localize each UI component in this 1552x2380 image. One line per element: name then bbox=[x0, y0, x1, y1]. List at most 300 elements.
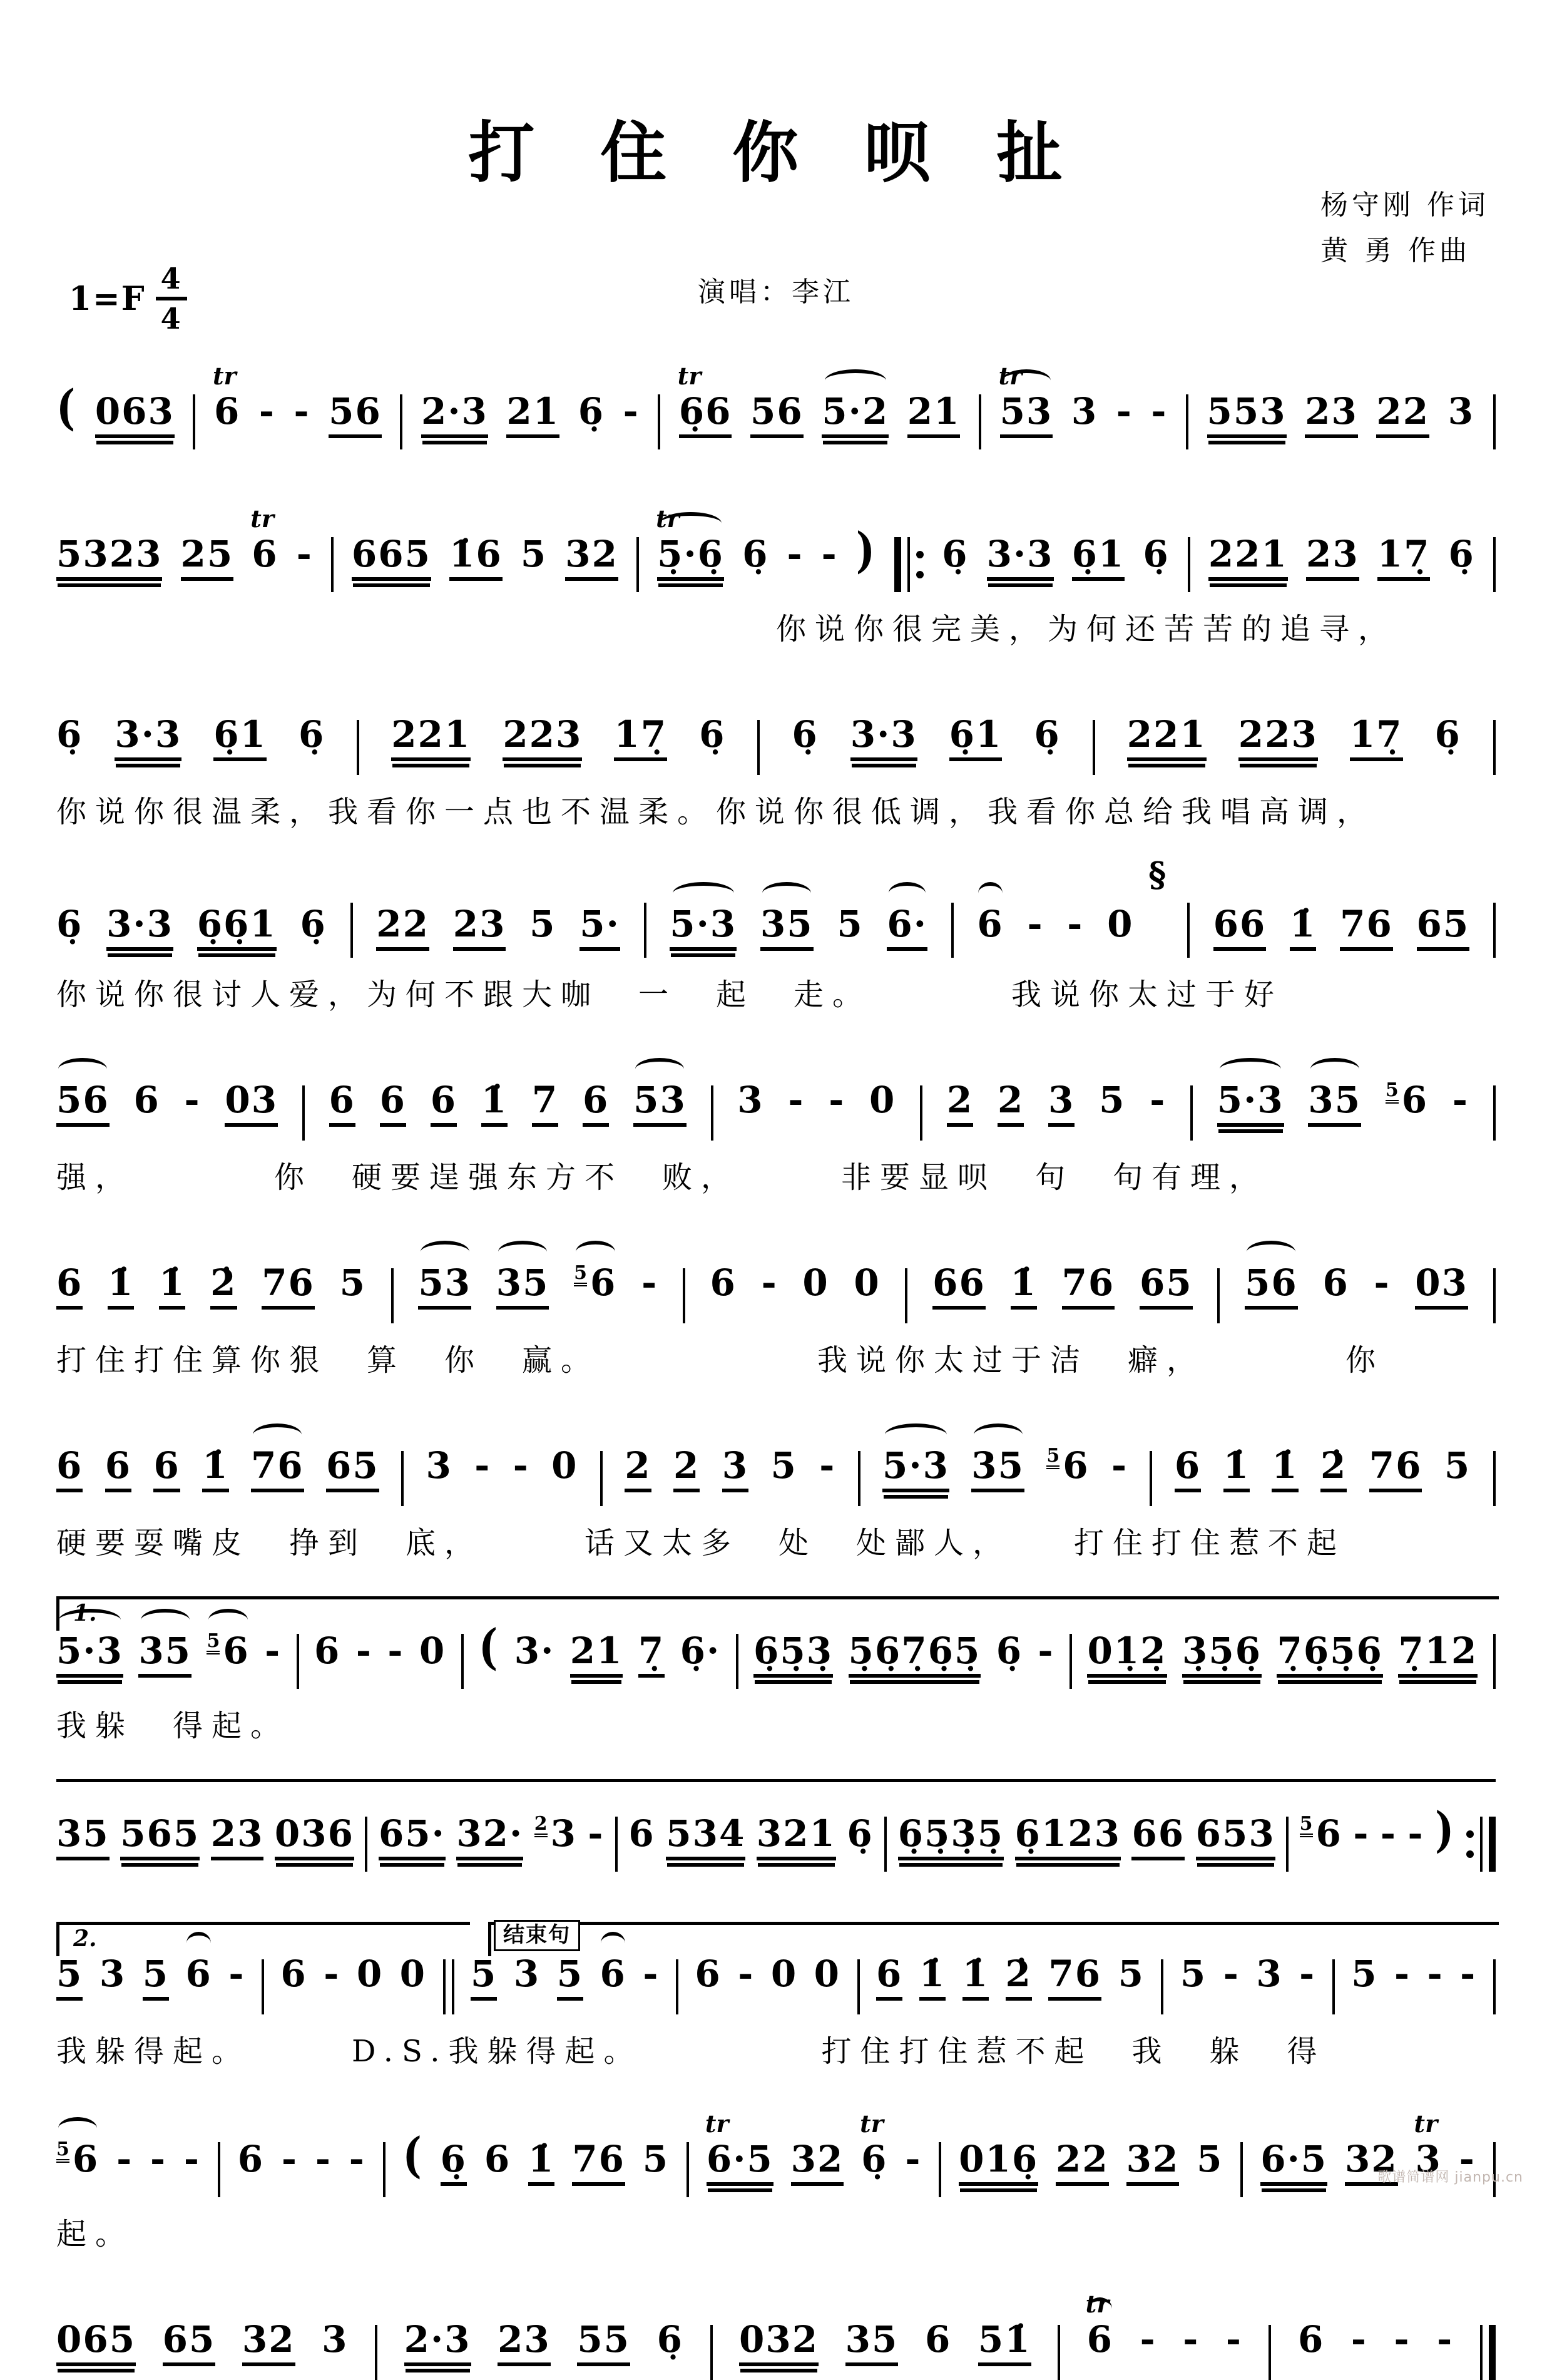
note-text: - bbox=[474, 1444, 491, 1487]
note-token bbox=[56, 2138, 100, 2182]
note-text: 3 bbox=[722, 1447, 748, 1492]
lyrics-line: 硬要耍嘴皮 挣到 底， 话又太多 处 处鄙人， 打住打住惹不起 bbox=[56, 1526, 1346, 1561]
note-token bbox=[1085, 2290, 1114, 2362]
note-text: 3·3 bbox=[106, 906, 173, 951]
note-text: - bbox=[819, 1444, 836, 1487]
note-text: 17̣ bbox=[614, 716, 667, 761]
barline bbox=[452, 1959, 454, 2014]
note-token bbox=[897, 1812, 1004, 1860]
note-token bbox=[162, 2318, 216, 2366]
barline bbox=[658, 394, 660, 449]
note-token bbox=[699, 713, 726, 757]
notation-line bbox=[56, 854, 1496, 954]
note-token bbox=[722, 1444, 749, 1492]
note-text: - bbox=[296, 533, 313, 575]
note-token bbox=[296, 533, 313, 577]
note-text: 2̇ bbox=[1006, 1956, 1032, 2001]
note-token bbox=[977, 903, 1004, 947]
note-token bbox=[108, 1261, 135, 1310]
note-token bbox=[1427, 1952, 1444, 1997]
note-token bbox=[1111, 1444, 1128, 1489]
note-text: 553 bbox=[1207, 393, 1287, 438]
note-token bbox=[356, 1952, 384, 1997]
note-token bbox=[572, 2138, 625, 2186]
note-token bbox=[869, 1079, 896, 1123]
note-token bbox=[761, 1261, 778, 1306]
note-token bbox=[656, 505, 724, 581]
note-token bbox=[421, 390, 488, 438]
note-token bbox=[666, 1812, 746, 1860]
note-text: 65 bbox=[1140, 1264, 1193, 1310]
note-text: - bbox=[829, 1079, 845, 1121]
note-token bbox=[1272, 1444, 1299, 1492]
note-text: 35 bbox=[971, 1447, 1024, 1492]
note-token bbox=[854, 1261, 881, 1306]
note-token bbox=[924, 2318, 952, 2362]
note-token bbox=[577, 2318, 631, 2366]
note-text: - bbox=[1299, 1952, 1316, 1995]
note-text: 6 bbox=[695, 1952, 722, 1995]
note-text: 6 bbox=[600, 1952, 626, 1995]
note-token bbox=[623, 390, 640, 434]
note-text: 66 bbox=[1131, 1815, 1185, 1860]
note-token bbox=[197, 903, 277, 951]
credits bbox=[1320, 183, 1489, 274]
note-token bbox=[142, 1952, 170, 2001]
note-text: 6̣ bbox=[792, 713, 819, 756]
barline bbox=[1332, 1959, 1335, 2014]
trill-mark: tr bbox=[250, 505, 274, 533]
note-token bbox=[56, 713, 83, 757]
slur-arc bbox=[885, 1423, 946, 1446]
note-token bbox=[1322, 1261, 1349, 1306]
note-token bbox=[449, 533, 503, 581]
note-token bbox=[551, 1444, 578, 1489]
note-token bbox=[225, 1079, 278, 1127]
note-text: 1̇ bbox=[919, 1956, 946, 2001]
note-token bbox=[887, 903, 927, 951]
note-token bbox=[1217, 1079, 1284, 1127]
note-text: 6̣ bbox=[656, 2318, 683, 2361]
note-text: - bbox=[183, 2138, 200, 2180]
note-token bbox=[962, 1952, 989, 2001]
note-text: 21 bbox=[907, 393, 961, 438]
notation-line bbox=[56, 2100, 1496, 2193]
note-token bbox=[1290, 903, 1317, 951]
note-token bbox=[574, 1261, 617, 1306]
note-text: - bbox=[761, 1261, 778, 1304]
note-text: - bbox=[228, 1952, 245, 1995]
note-text: 22 bbox=[1376, 393, 1429, 438]
note-text: 6̣ bbox=[861, 2138, 888, 2180]
note-text: 6̣ bbox=[742, 533, 769, 575]
note-text: 0 bbox=[854, 1261, 881, 1304]
note-text: 6̣1 bbox=[213, 716, 267, 761]
note-token bbox=[1444, 1444, 1471, 1489]
barline bbox=[644, 903, 646, 958]
note-text: 6̣ bbox=[1448, 533, 1475, 575]
note-token bbox=[760, 903, 814, 951]
note-token bbox=[207, 1629, 250, 1674]
note-text: 5 bbox=[339, 1261, 366, 1304]
note-text: - bbox=[787, 533, 804, 575]
note-token bbox=[997, 1079, 1024, 1127]
note-text: 016̣ bbox=[959, 2141, 1038, 2186]
note-text: 1̇ bbox=[1272, 1447, 1298, 1492]
note-text: 6̣ bbox=[300, 903, 327, 945]
barline bbox=[711, 1085, 713, 1141]
note-token bbox=[1320, 1444, 1347, 1492]
note-text: 03 bbox=[1415, 1264, 1468, 1310]
note-token bbox=[471, 1952, 498, 2001]
note-token bbox=[1351, 1952, 1378, 1997]
note-token bbox=[1437, 2318, 1454, 2362]
note-token bbox=[529, 903, 556, 947]
note-text: 35 bbox=[138, 1633, 191, 1678]
note-token bbox=[614, 713, 668, 761]
note-token bbox=[641, 1261, 658, 1306]
phrase-paren bbox=[855, 522, 877, 579]
note-text: 66 bbox=[932, 1264, 986, 1310]
note-token bbox=[56, 1079, 110, 1127]
lyrics-line: 你说你很讨人爱，为何不跟大咖 一 起 走。 我说你太过于好 bbox=[56, 977, 1284, 1012]
note-token bbox=[56, 1629, 123, 1678]
note-token bbox=[845, 2318, 899, 2366]
note-token bbox=[1277, 1629, 1383, 1678]
note-text: 3 bbox=[1415, 2138, 1442, 2180]
note-token bbox=[1140, 2318, 1156, 2362]
slur-arc bbox=[208, 1609, 248, 1631]
note-token bbox=[56, 1444, 83, 1492]
slur-arc bbox=[421, 1241, 469, 1263]
note-text: - bbox=[1225, 2318, 1242, 2361]
note-text: - bbox=[1394, 1952, 1411, 1995]
note-token bbox=[821, 533, 838, 577]
note-token bbox=[1299, 1812, 1342, 1857]
watermark: 歌谱简谱网 jianpu.cn bbox=[1377, 2170, 1523, 2185]
note-token bbox=[919, 1952, 946, 2001]
volta-label: 1. bbox=[69, 1602, 101, 1624]
music-system-10 bbox=[56, 1917, 1496, 2067]
note-text: - bbox=[1437, 2318, 1454, 2361]
note-text: 5 bbox=[520, 533, 548, 575]
note-text: 53 bbox=[418, 1264, 471, 1310]
note-token bbox=[1182, 1629, 1262, 1678]
note-text: - bbox=[1427, 1952, 1444, 1995]
barline bbox=[1493, 1085, 1496, 1141]
lyrics-line: 你说你很温柔，我看你一点也不温柔。你说你很低调，我看你总给我唱高调， bbox=[56, 794, 1376, 829]
note-token bbox=[1245, 1261, 1298, 1310]
barline bbox=[350, 903, 353, 958]
note-text: 6 bbox=[380, 1082, 406, 1127]
note-text: 6 bbox=[185, 1952, 212, 1995]
note-text: 76 bbox=[572, 2141, 625, 2186]
note-token bbox=[829, 1079, 845, 1123]
barline bbox=[1493, 1268, 1496, 1323]
note-token bbox=[294, 390, 310, 434]
barline bbox=[218, 2142, 220, 2197]
performer-label: 演唱：李江 bbox=[698, 276, 854, 308]
note-text: 6̣5̣3̣ bbox=[753, 1633, 833, 1678]
note-token bbox=[1349, 713, 1403, 761]
note-text: 51̇ bbox=[978, 2321, 1031, 2366]
note-token bbox=[133, 1079, 160, 1123]
note-token bbox=[1223, 1444, 1250, 1492]
note-text: 3̣5̣6̣ bbox=[1182, 1633, 1262, 1678]
note-token bbox=[138, 1629, 192, 1678]
note-token bbox=[1225, 2318, 1242, 2362]
note-token bbox=[1056, 2138, 1109, 2186]
note-token bbox=[1151, 390, 1168, 434]
note-text: - bbox=[1150, 1079, 1167, 1121]
barline-thick bbox=[894, 537, 901, 592]
barline bbox=[1093, 720, 1095, 775]
barline bbox=[331, 537, 334, 592]
grace-note: 5 bbox=[1386, 1081, 1399, 1104]
note-token bbox=[1195, 1812, 1275, 1860]
note-token bbox=[1369, 1444, 1422, 1492]
music-system-4 bbox=[56, 854, 1496, 1012]
note-token bbox=[1046, 1444, 1090, 1489]
note-token bbox=[513, 1444, 529, 1489]
note-token bbox=[379, 1079, 406, 1127]
note-token bbox=[770, 1444, 797, 1489]
note-token bbox=[1207, 390, 1287, 438]
note-text: 23 bbox=[1306, 536, 1359, 581]
note-text: - bbox=[294, 390, 310, 433]
note-token bbox=[426, 1444, 452, 1489]
note-text: - bbox=[1140, 2318, 1156, 2361]
note-token bbox=[756, 1812, 836, 1860]
double-barline bbox=[443, 1959, 454, 2014]
barline bbox=[1493, 537, 1496, 592]
note-text: 1̇ bbox=[1290, 906, 1316, 951]
note-token bbox=[1398, 1629, 1478, 1678]
slur-arc bbox=[576, 1241, 615, 1263]
music-system-9 bbox=[56, 1774, 1496, 1868]
barline bbox=[1286, 1817, 1289, 1872]
note-text: 6̣ bbox=[56, 713, 83, 756]
repeat-end bbox=[1466, 1817, 1496, 1872]
note-text: - bbox=[1038, 1629, 1054, 1672]
note-text: 6 bbox=[977, 903, 1004, 945]
note-token bbox=[242, 2318, 295, 2366]
barline bbox=[905, 1268, 907, 1323]
score-body bbox=[56, 352, 1496, 2376]
note-token bbox=[1107, 903, 1134, 947]
note-text: 2·3 bbox=[404, 2321, 471, 2366]
note-text: 2 bbox=[947, 1082, 973, 1127]
note-text: - bbox=[905, 2138, 922, 2180]
note-text: 65 bbox=[326, 1447, 379, 1492]
note-text: - bbox=[1350, 2318, 1367, 2361]
note-token bbox=[484, 2138, 511, 2182]
note-token bbox=[588, 1812, 605, 1857]
note-text: 5·3 bbox=[56, 1633, 123, 1678]
note-token bbox=[819, 1444, 836, 1489]
note-token bbox=[942, 533, 969, 577]
note-text: 221 bbox=[391, 716, 471, 761]
note-text: ( bbox=[402, 2127, 423, 2184]
note-text: 3 bbox=[550, 1812, 577, 1855]
note-text: 6 bbox=[237, 2138, 265, 2180]
note-text: 6̣ bbox=[699, 713, 726, 756]
time-signature bbox=[156, 262, 187, 336]
note-text: 6 bbox=[583, 1082, 609, 1127]
note-text: 6̣ bbox=[578, 390, 605, 433]
note-text: 32 bbox=[1126, 2141, 1180, 2186]
note-text: 5 bbox=[471, 1956, 497, 2001]
note-token bbox=[1067, 903, 1084, 947]
note-text: 321 bbox=[757, 1815, 836, 1860]
note-text: 5323 bbox=[56, 536, 162, 581]
trill-mark: tr bbox=[1085, 2290, 1110, 2318]
note-token bbox=[1131, 1812, 1185, 1860]
note-token bbox=[1460, 1952, 1477, 1997]
note-token bbox=[633, 1079, 687, 1127]
note-token bbox=[882, 1444, 949, 1492]
slur-arc bbox=[762, 882, 811, 905]
note-token bbox=[1174, 1444, 1202, 1492]
barline bbox=[262, 1959, 264, 2014]
note-token bbox=[680, 1629, 721, 1674]
slur-arc bbox=[889, 882, 926, 905]
slur-arc bbox=[1002, 369, 1051, 392]
note-text: 6 bbox=[72, 2138, 100, 2180]
note-text: 2·3 bbox=[421, 393, 488, 438]
note-token bbox=[710, 1261, 737, 1306]
music-system-11 bbox=[56, 2100, 1496, 2250]
note-token bbox=[695, 1952, 722, 1997]
note-token bbox=[1385, 1079, 1429, 1123]
note-text: 5 bbox=[642, 2138, 670, 2180]
note-token bbox=[788, 1079, 805, 1123]
note-token bbox=[376, 903, 430, 951]
note-token bbox=[56, 2318, 136, 2366]
note-token bbox=[1256, 1952, 1283, 1997]
note-token bbox=[643, 1952, 660, 1997]
note-text: 6̣6̣1 bbox=[197, 906, 277, 951]
note-token bbox=[1038, 1629, 1054, 1674]
notation-line bbox=[56, 677, 1496, 771]
slur-arc bbox=[1310, 1058, 1359, 1080]
grace-note: 5 bbox=[1046, 1447, 1059, 1469]
lyrics-line: 强， 你 硬要逞强东方不 败， 非要显呗 句 句有理， bbox=[56, 1160, 1269, 1195]
note-text: 1̇ bbox=[1011, 1264, 1037, 1310]
note-text: 6̣6 bbox=[679, 393, 732, 438]
note-text: 223 bbox=[503, 716, 582, 761]
barline bbox=[920, 1085, 922, 1141]
note-text: 66 bbox=[1213, 906, 1267, 951]
volta-label: 结束句 bbox=[494, 1920, 580, 1951]
barline bbox=[636, 537, 639, 592]
notation-line bbox=[56, 1408, 1496, 1502]
note-text: 6 bbox=[153, 1447, 180, 1492]
lyrics-line: 我躲得起。 D.S.我躲得起。 打住打住惹不起 我 躲 得 bbox=[56, 2034, 1326, 2069]
note-text: - bbox=[1111, 1444, 1128, 1487]
note-token bbox=[185, 1952, 212, 1997]
phrase-paren bbox=[479, 1619, 499, 1676]
note-text: 55 bbox=[577, 2321, 630, 2366]
note-token bbox=[1150, 1079, 1167, 1123]
trill-mark: tr bbox=[860, 2110, 884, 2138]
note-token bbox=[1416, 903, 1470, 951]
note-text: 76 bbox=[1062, 1264, 1115, 1310]
composer-credit: 黄 勇 作曲 bbox=[1320, 234, 1471, 267]
note-token bbox=[452, 903, 506, 951]
note-text: - bbox=[623, 390, 640, 433]
note-text: 76 bbox=[1369, 1447, 1422, 1492]
note-text: 23 bbox=[1305, 393, 1358, 438]
note-token bbox=[848, 1629, 981, 1678]
note-text: 5 bbox=[56, 1956, 83, 2001]
note-text: 1̇ bbox=[159, 1264, 185, 1310]
note-token bbox=[355, 1629, 372, 1674]
note-text: 5 bbox=[1351, 1952, 1378, 1995]
note-text: 063 bbox=[95, 393, 175, 438]
note-token bbox=[228, 1952, 245, 1997]
note-text: 56 bbox=[1245, 1264, 1298, 1310]
note-text: 6 bbox=[56, 1447, 83, 1492]
note-text: 3·3 bbox=[850, 716, 917, 761]
repeat-dots bbox=[916, 551, 924, 578]
note-token bbox=[1118, 1952, 1145, 1997]
note-text: 0 bbox=[869, 1079, 896, 1121]
note-text: 565 bbox=[120, 1815, 200, 1860]
note-token bbox=[106, 903, 173, 951]
note-text: 7̣ bbox=[638, 1633, 665, 1678]
note-token bbox=[419, 1629, 446, 1674]
barline bbox=[1188, 537, 1190, 592]
note-token bbox=[339, 1261, 366, 1306]
note-text: 0 bbox=[356, 1952, 384, 1995]
note-token bbox=[180, 533, 234, 581]
note-token bbox=[498, 2318, 551, 2366]
volta-bracket bbox=[488, 1922, 1499, 1956]
note-text: 6̣123 bbox=[1015, 1815, 1121, 1860]
note-text: - bbox=[150, 2138, 167, 2180]
note-text: 6̣ bbox=[996, 1629, 1023, 1672]
note-text: 1̇6 bbox=[449, 536, 503, 581]
note-text: 6̣5̣3̣5̣ bbox=[898, 1815, 1004, 1860]
note-text: 665 bbox=[352, 536, 431, 581]
note-text: 5 bbox=[529, 903, 556, 945]
barline bbox=[1493, 394, 1496, 449]
music-system-12 bbox=[56, 2282, 1496, 2376]
note-text: - bbox=[1394, 2318, 1411, 2361]
note-token bbox=[579, 903, 620, 951]
note-text: 0 bbox=[1107, 903, 1134, 945]
note-token bbox=[1260, 2138, 1328, 2186]
lyrics-line: 我躲 得起。 bbox=[56, 1708, 290, 1743]
note-token bbox=[860, 2110, 888, 2182]
barline bbox=[1217, 1268, 1220, 1323]
note-text: 7 bbox=[532, 1082, 558, 1127]
lyrics-line: 打住打住算你狠 算 你 赢。 我说你太过于洁 癖， 你 bbox=[56, 1343, 1385, 1378]
time-bottom: 4 bbox=[160, 302, 182, 336]
slur-arc bbox=[1247, 1241, 1295, 1263]
note-token bbox=[456, 1812, 524, 1860]
barline bbox=[1187, 903, 1190, 958]
note-text: 03 bbox=[225, 1082, 278, 1127]
note-token bbox=[1299, 1952, 1316, 1997]
note-text: 6 bbox=[628, 1812, 655, 1855]
repeat-begin bbox=[894, 537, 924, 592]
note-text: 35 bbox=[1308, 1082, 1361, 1127]
note-text: 221 bbox=[1208, 536, 1288, 581]
note-token bbox=[430, 1079, 457, 1127]
note-token bbox=[314, 1629, 341, 1674]
